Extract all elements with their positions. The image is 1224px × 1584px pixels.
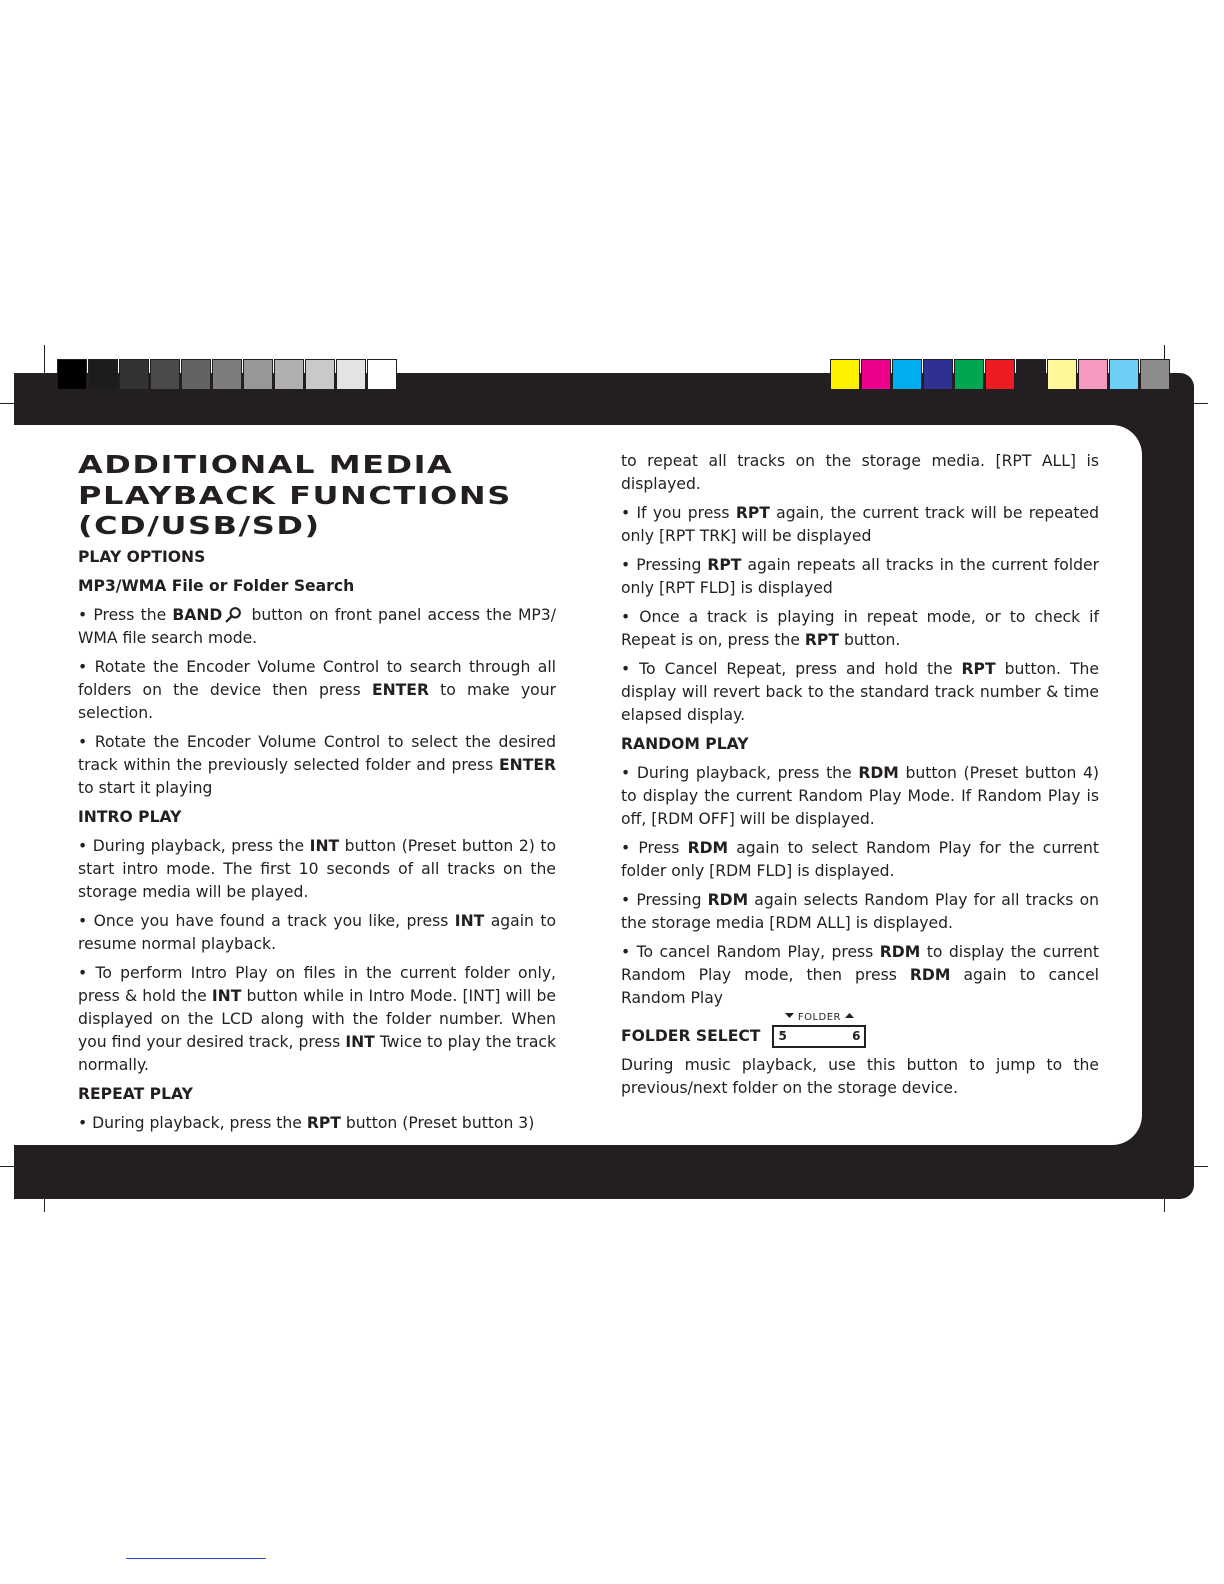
color-swatch	[861, 359, 891, 390]
color-swatch	[181, 359, 211, 390]
paragraph: • If you press RPT again, the current track will be repeated only [RPT TRK] will be displayed	[621, 504, 1100, 545]
crop-mark	[44, 1178, 45, 1212]
color-swatch	[954, 359, 984, 390]
folder-next-number: 6	[852, 1029, 861, 1043]
paragraph: • Pressing RPT again repeats all tracks in the current folder only [RPT FLD] is displayed	[621, 556, 1099, 597]
paragraph: • To cancel Random Play, press RDM to display the current Random Play mode, then press RDM again to cancel Random Play	[621, 943, 1099, 1007]
color-swatch	[1109, 359, 1139, 390]
paragraph: • Once you have found a track you like, press INT again to resume normal playback.	[78, 911, 556, 953]
color-swatch	[212, 359, 242, 390]
folder-button-box	[772, 1025, 866, 1048]
color-swatch	[367, 359, 397, 390]
color-swatch	[150, 359, 180, 390]
paragraph: • Rotate the Encoder Volume Control to search through all folders on the device then press ENTER to make your selection.	[78, 657, 557, 722]
color-swatch	[336, 359, 366, 390]
section-heading-repeat-play: REPEAT PLAY	[78, 1084, 193, 1103]
left-column	[78, 450, 556, 1141]
section-heading-play-options: PLAY OPTIONS	[78, 547, 206, 566]
crop-mark	[1164, 1178, 1165, 1212]
crop-mark	[0, 403, 30, 404]
paragraph: • Pressing RDM again selects Random Play for all tracks on the storage media [RDM ALL] is displayed.	[621, 891, 1100, 932]
color-swatch	[1016, 359, 1046, 390]
color-swatch	[985, 359, 1015, 390]
search-icon	[225, 606, 242, 623]
color-swatch	[57, 359, 87, 390]
grayscale-color-bar	[57, 359, 398, 390]
paragraph: • Press RDM again to select Random Play for the current folder only [RDM FLD] is displayed.	[621, 839, 1099, 880]
paragraph: • Press the BAND button on front panel access the MP3/ WMA file search mode.	[78, 605, 556, 647]
title-line: ADDITIONAL MEDIA	[78, 450, 454, 479]
section-heading-folder-select: FOLDER SELECT	[621, 1027, 761, 1045]
color-swatch	[892, 359, 922, 390]
title-line: (CD/USB/SD)	[78, 511, 321, 540]
paragraph: to repeat all tracks on the storage media. [RPT ALL] is displayed.	[621, 452, 1099, 493]
title-line: PLAYBACK FUNCTIONS	[78, 480, 512, 510]
paragraph: • Rotate the Encoder Volume Control to select the desired track within the previously selected folder and press ENTER to start it playing	[78, 732, 556, 797]
page-title	[78, 450, 564, 542]
process-color-bar	[830, 359, 1171, 390]
color-swatch	[243, 359, 273, 390]
color-swatch	[1078, 359, 1108, 390]
crop-mark	[1178, 1166, 1208, 1167]
paragraph: • During playback, press the INT button (Preset button 2) to start intro mode. The first 10 seconds of all tracks on the storage media will be played.	[78, 836, 556, 901]
folder-label: FOLDER	[772, 1012, 866, 1024]
paragraph: • To Cancel Repeat, press and hold the RPT button. The display will revert back to the standard track number & time elapsed display.	[621, 660, 1099, 724]
color-swatch	[88, 359, 118, 390]
folder-prev-number: 5	[778, 1029, 787, 1043]
color-swatch	[305, 359, 335, 390]
arrow-up-icon	[845, 1013, 854, 1019]
crop-mark	[1178, 403, 1208, 404]
right-column	[621, 450, 1099, 1106]
color-swatch	[1140, 359, 1170, 390]
color-swatch	[1047, 359, 1077, 390]
footer-link-underline	[126, 1558, 266, 1559]
section-heading-intro-play: INTRO PLAY	[78, 807, 182, 826]
color-swatch	[923, 359, 953, 390]
paragraph: • During playback, press the RPT button (Preset button 3)	[78, 1113, 535, 1132]
color-swatch	[274, 359, 304, 390]
paragraph: • During playback, press the RDM button (Preset button 4) to display the current Random Play Mode. If Random Play is off, [RDM OFF] will be displayed.	[621, 764, 1099, 828]
color-swatch	[830, 359, 860, 390]
arrow-down-icon	[785, 1013, 794, 1019]
crop-mark	[44, 345, 45, 385]
section-heading-random-play: RANDOM PLAY	[621, 735, 749, 753]
subheading-file-folder-search: MP3/WMA File or Folder Search	[78, 576, 355, 595]
color-swatch	[119, 359, 149, 390]
paragraph: During music playback, use this button to jump to the previous/next folder on the storage device.	[621, 1056, 1099, 1097]
paragraph: • Once a track is playing in repeat mode, or to check if Repeat is on, press the RPT button.	[621, 608, 1099, 649]
folder-select-row	[621, 1012, 1099, 1054]
paragraph: • To perform Intro Play on files in the current folder only, press & hold the INT button while in Intro Mode. [INT] will be displayed on the LCD along with the folder number. When you find your desired track, press INT Twice to play the track normally.	[78, 963, 556, 1074]
folder-button-illustration	[772, 1012, 866, 1048]
crop-mark	[0, 1166, 30, 1167]
